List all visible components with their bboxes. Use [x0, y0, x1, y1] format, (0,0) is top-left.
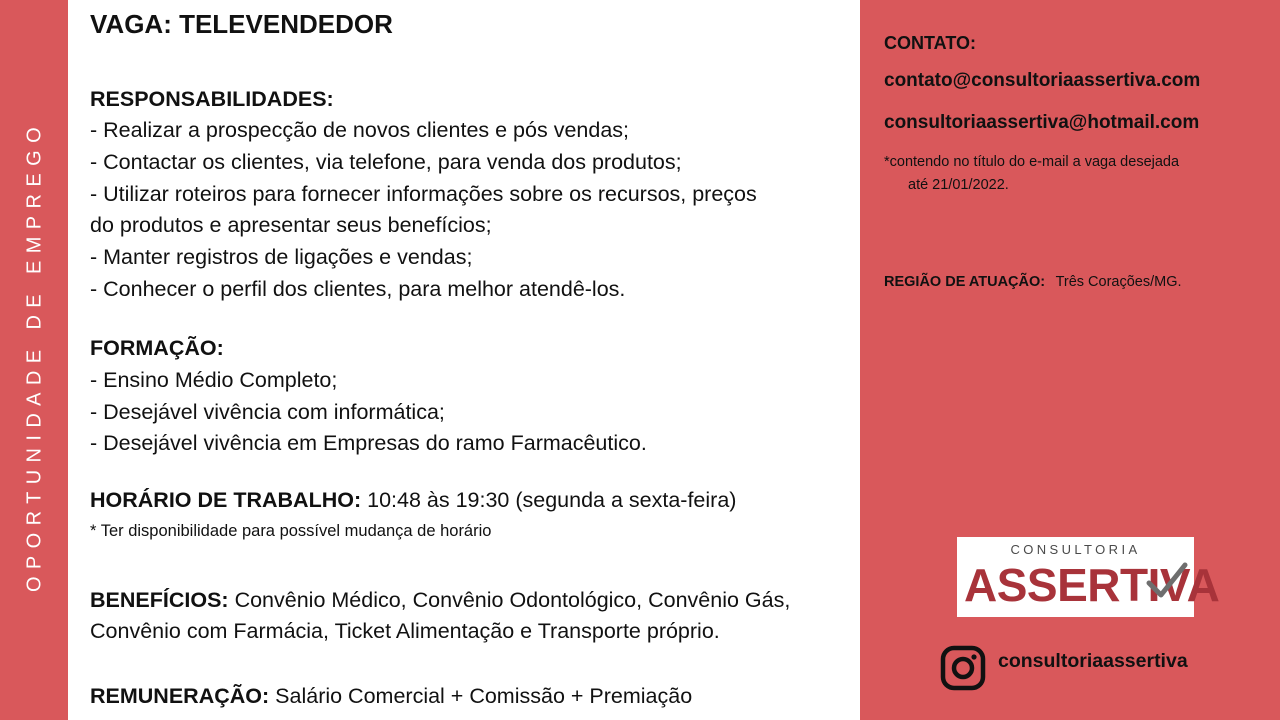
vertical-banner-text: OPORTUNIDADE DE EMPREGO: [23, 119, 46, 593]
contact-panel: [860, 0, 1280, 720]
checkmark-icon: [1145, 559, 1189, 603]
instagram-handle[interactable]: consultoriaassertiva: [998, 650, 1188, 672]
work-hours-line: [90, 484, 736, 516]
work-hours-heading: HORÁRIO DE TRABALHO:: [90, 488, 362, 512]
education-heading: FORMAÇÃO:: [90, 336, 224, 360]
contact-note-deadline: até 21/01/2022.: [908, 177, 1009, 193]
contact-heading: CONTATO:: [884, 33, 976, 53]
job-title: VAGA: TELEVENDEDOR: [90, 9, 393, 39]
contact-email-secondary[interactable]: consultoriaassertiva@hotmail.com: [884, 112, 1200, 133]
contact-email-primary[interactable]: contato@consultoriaassertiva.com: [884, 70, 1201, 91]
responsibility-item: - Realizar a prospecção de novos clientes e pós vendas;: [90, 118, 630, 142]
benefits-value: Convênio Médico, Convênio Odontológico, Convênio Gás,: [234, 588, 791, 612]
education-item: - Desejável vivência com informática;: [90, 400, 445, 424]
responsibility-item: - Contactar os clientes, via telefone, para venda dos produtos;: [90, 150, 682, 174]
logo-subtitle: CONSULTORIA: [1010, 542, 1141, 557]
education-item: - Ensino Médio Completo;: [90, 368, 338, 392]
salary-value: Salário Comercial + Comissão + Premiação: [275, 684, 693, 708]
company-logo: [957, 537, 1220, 617]
responsibility-item: - Utilizar roteiros para fornecer informações sobre os recursos, preços: [90, 182, 757, 206]
responsibilities-heading: RESPONSABILIDADES:: [90, 87, 334, 111]
work-hours-value: 10:48 às 19:30 (segunda a sexta-feira): [367, 488, 737, 512]
responsibility-item: do produtos e apresentar seus benefícios;: [90, 213, 492, 237]
logo-wordmark: ASSERTIVA: [964, 559, 1220, 611]
responsibility-item: - Conhecer o perfil dos clientes, para melhor atendê-los.: [90, 277, 626, 301]
salary-heading: REMUNERAÇÃO:: [90, 684, 270, 708]
instagram-icon[interactable]: [940, 645, 986, 691]
work-hours-note: * Ter disponibilidade para possível mudança de horário: [90, 522, 492, 540]
benefits-heading: BENEFÍCIOS:: [90, 588, 229, 612]
region-line: [884, 273, 1182, 291]
responsibility-item: - Manter registros de ligações e vendas;: [90, 245, 473, 269]
region-label: REGIÃO DE ATUAÇÃO:: [884, 274, 1046, 290]
salary-line: [90, 680, 692, 712]
benefits-line: [90, 584, 790, 616]
benefits-value-cont: Convênio com Farmácia, Ticket Alimentação e Transporte próprio.: [90, 619, 720, 643]
region-value: Três Corações/MG.: [1055, 274, 1182, 290]
education-item: - Desejável vivência em Empresas do ramo Farmacêutico.: [90, 431, 647, 455]
contact-note: *contendo no título do e-mail a vaga desejada: [884, 154, 1180, 170]
job-description-panel: [68, 0, 860, 720]
left-side-strip: [0, 0, 68, 720]
